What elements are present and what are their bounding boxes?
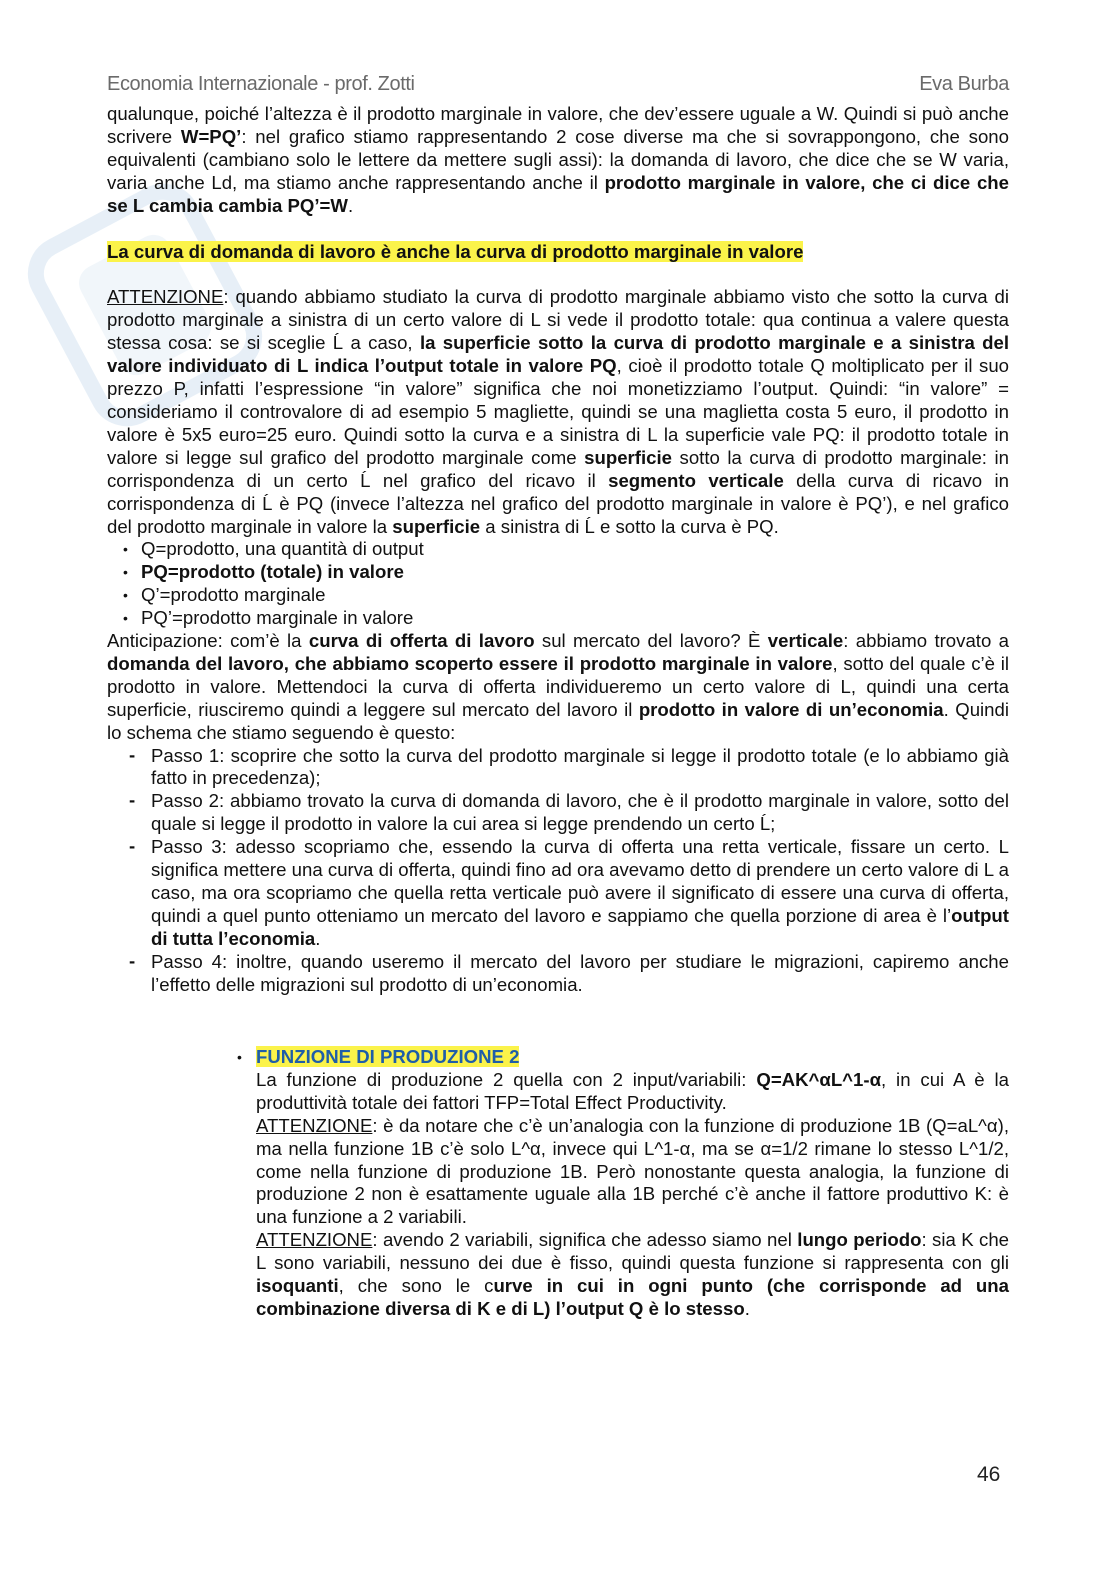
step-item: - Passo 1: scoprire che sotto la curva del prodotto marginale si legge il prodotto totale (e lo abbiamo già fatto in precedenza); (151, 745, 1009, 791)
bold-text: superficie (392, 515, 481, 537)
section-title (237, 1046, 1009, 1069)
definitions-list (107, 538, 1009, 630)
text: . (744, 1297, 750, 1319)
bold-text: prodotto in valore di un’economia (638, 698, 944, 720)
paragraph-intro (107, 103, 1009, 218)
text: . (347, 194, 354, 216)
bullet-icon: • (237, 1049, 242, 1065)
text: . Quindi lo schema che stiamo seguendo è questo: (107, 698, 1009, 743)
formula-text: Q=AK^αL^1-α (756, 1068, 882, 1090)
highlighted-heading (107, 241, 1009, 264)
text: , cioè il prodotto totale Q moltiplicato per il suo prezzo P, infatti l’espressione “in valore” significa che noi monetizziamo l’output. Quindi: “in valore” = consideriamo il controvalore di ad esempio 5 magliette, quindi se una maglietta costa 5 euro, il prodotto in valore è 5x5 euro=25 euro. Quindi sotto la curva e a sinistra di L la superficie vale PQ: il prodotto totale in valore si legge sul grafico del prodotto marginale come (107, 355, 1010, 468)
list-item (123, 561, 1009, 584)
highlighted-text: La curva di domanda di lavoro è anche la curva di prodotto marginale in valore (107, 240, 804, 262)
text: : sia K che L sono variabili, nessuno dei due è fisso, quindi questa funzione si rappresenta con gli (256, 1229, 1009, 1274)
section-paragraph-formula (256, 1069, 1009, 1115)
text: sul mercato del lavoro? È (534, 630, 768, 652)
bold-text: PQ=prodotto (totale) in valore (141, 561, 404, 583)
section-title-text: FUNZIONE DI PRODUZIONE 2 (256, 1046, 520, 1067)
text: , che sono le c (338, 1275, 494, 1297)
text: : quando abbiamo studiato la curva di prodotto marginale abbiamo visto che sotto la curva di prodotto marginale a sinistra di un certo valore di L si vede il prodotto totale: qua continua a valere questa stessa cosa: se si sceglie Ĺ a caso, (107, 286, 1009, 354)
bold-text: urve in cui in ogni punto (che corrisponde ad una combinazione diversa di K e di L) l’output Q è lo stesso (256, 1275, 1009, 1319)
list-item: • Q=prodotto, una quantità di output (123, 538, 1009, 561)
text: : abbiamo trovato a (843, 630, 1009, 652)
bold-text: isoquanti (256, 1275, 339, 1297)
bold-text: curva di offerta di lavoro (308, 630, 535, 652)
section-funzione-produzione-2 (237, 1046, 1009, 1321)
text: : nel grafico stiamo rappresentando 2 cose diverse ma che si sovrappongono, che sono equivalenti (cambiano solo le lettere da mettere sugli assi): la domanda di lavoro, che dice che se W varia, varia anche Ld, ma stiamo anche rappresentando anche il (107, 125, 1009, 193)
paragraph-attenzione (107, 286, 1009, 538)
list-item: • PQ’=prodotto marginale in valore (123, 607, 1009, 630)
steps-list (107, 745, 1009, 997)
step-item: - Passo 4: inoltre, quando useremo il mercato del lavoro per studiare le migrazioni, capiremo anche l’effetto delle migrazioni sul prodotto di un’economia. (151, 951, 1009, 997)
step-item (151, 836, 1009, 951)
bold-text: lungo periodo (797, 1229, 922, 1251)
text: a sinistra di Ĺ e sotto la curva è PQ. (480, 515, 779, 537)
bold-text: domanda del lavoro, che abbiamo scoperto essere il prodotto marginale in valore (107, 652, 833, 674)
section-paragraph-attenzione-2 (256, 1229, 1009, 1321)
bold-text: segmento verticale (608, 469, 784, 491)
text: sotto la curva di prodotto marginale: in corrispondenza di un certo Ĺ nel grafico del ricavo il (107, 446, 1009, 491)
bold-text: verticale (767, 630, 844, 652)
list-item: • Q’=prodotto marginale (123, 584, 1009, 607)
header-course-title: Economia Internazionale - prof. Zotti (107, 73, 415, 95)
document-body (107, 103, 1009, 997)
bold-text: la superficie sotto la curva di prodotto marginale e a sinistra del valore individuato di L indica l’output totale in valore PQ (107, 332, 1009, 377)
underlined-text: ATTENZIONE (256, 1114, 373, 1136)
text: della curva di ricavo in corrispondenza di Ĺ è PQ (invece l’altezza nel grafico del prodotto marginale in valore è PQ’), e nel grafico del prodotto marginale in valore la (107, 469, 1009, 537)
text: . (315, 927, 321, 949)
section-paragraph-attenzione-1 (256, 1115, 1009, 1230)
bold-text: W=PQ’ (180, 125, 242, 147)
text: : avendo 2 variabili, significa che adesso siamo nel (372, 1229, 798, 1251)
bold-text: prodotto marginale in valore, che ci dice che se L cambia cambia PQ’=W (107, 171, 1009, 216)
text: qualunque, poiché l’altezza è il prodotto marginale in valore, che dev’essere uguale a W. Quindi si può anche scrivere (107, 103, 1009, 147)
page-header (107, 66, 1009, 96)
bold-text: output di tutta l’economia (151, 904, 1009, 949)
page-number: 46 (977, 1463, 1001, 1486)
bold-text: superficie (584, 446, 672, 468)
underlined-text: ATTENZIONE (107, 286, 224, 308)
text: La funzione di produzione 2 quella con 2 input/variabili: (256, 1068, 757, 1090)
step-item: - Passo 2: abbiamo trovato la curva di domanda di lavoro, che è il prodotto marginale in valore, sotto del quale si legge il prodotto in valore la cui area si legge prendendo un certo Ĺ; (151, 790, 1009, 836)
underlined-text: ATTENZIONE (256, 1229, 373, 1251)
text: Passo 3: adesso scopriamo che, essendo la curva di offerta una retta verticale, fissare un certo. L significa mettere una curva di offerta, quindi fino ad ora avevamo detto di prendere un certo valore di L a caso, ma ora scopriamo che quella retta verticale può avere il significato di essere una curva di offerta, quindi a quel punto otteniamo un mercato del lavoro e sappiamo che quella porzione di area è l’ (151, 836, 1009, 926)
text: Anticipazione: com’è la (107, 630, 309, 652)
text: : è da notare che c’è un’analogia con la funzione di produzione 1B (Q=aL^α), ma nella funzione 1B c’è solo L^α, invece qui L^1-α, ma se α=1/2 rimane lo stesso L^1/2, come nella funzione di produzione 1B. Però nonostante questa analogia, la funzione di produzione 2 non è esattamente uguale alla 1B perché c’è anche il fattore produttivo K: è una funzione a 2 variabili. (256, 1114, 1009, 1228)
text: , sotto del quale c’è il prodotto in valore. Mettendoci la curva di offerta individueremo un certo valore di L, quindi una certa superficie, riusciremo quindi a leggere sul mercato del lavoro il (107, 652, 1009, 720)
header-author: Eva Burba (919, 73, 1009, 95)
text: , in cui A è la produttività totale dei fattori TFP=Total Effect Productivity. (256, 1068, 1009, 1113)
paragraph-anticipazione (107, 630, 1009, 745)
